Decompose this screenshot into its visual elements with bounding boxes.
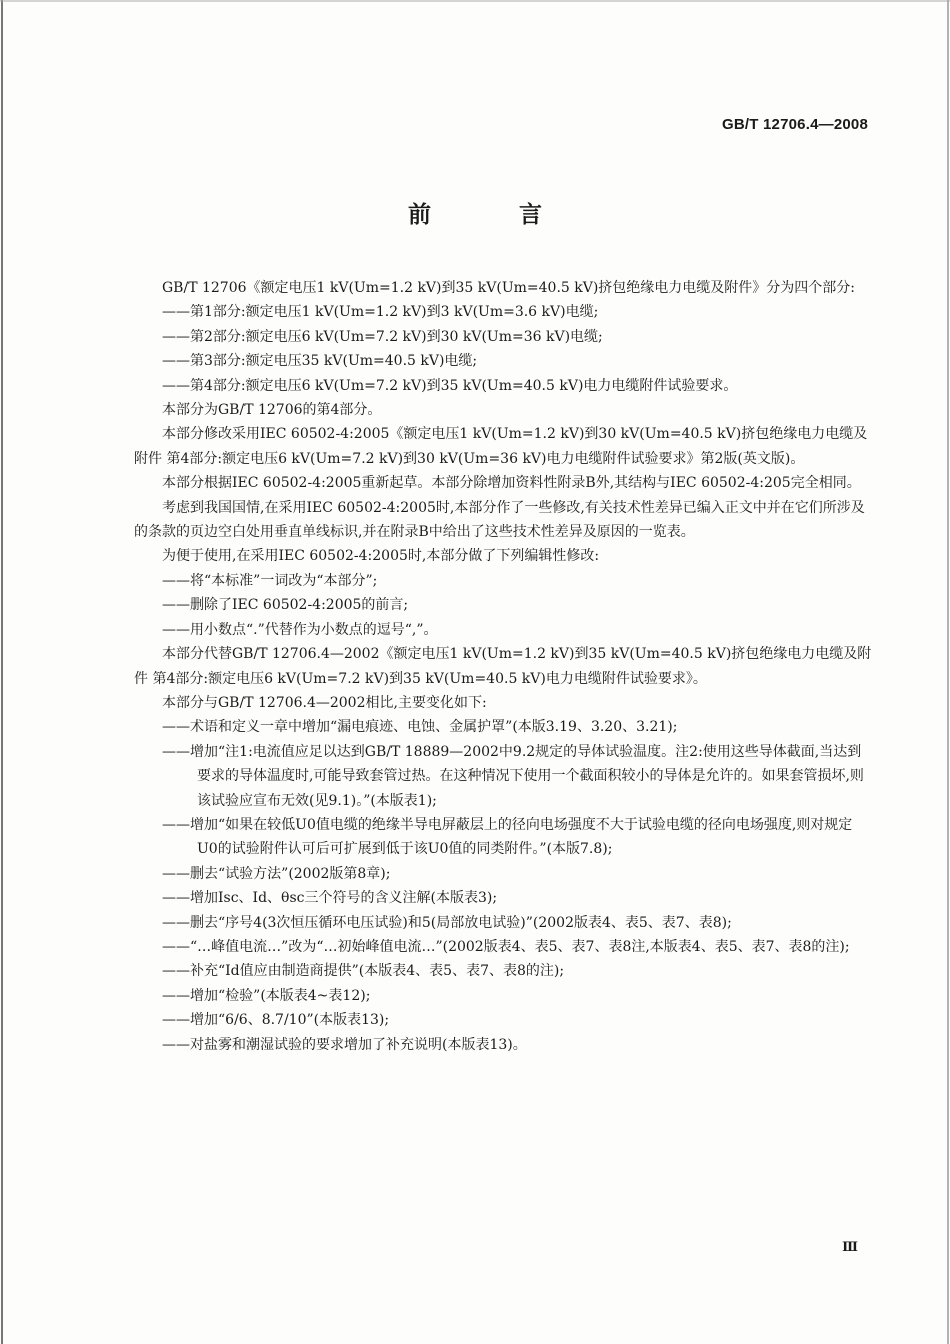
- list-item: ——第1部分:额定电压1 kV(Um=1.2 kV)到3 kV(Um=3.6 kV)电缆;: [162, 304, 599, 321]
- list-item: ——增加Isc、Id、θsc三个符号的含义注解(本版表3);: [162, 890, 498, 907]
- paragraph: 为便于使用,在采用IEC 60502-4:2005时,本部分做了下列编辑性修改:: [162, 548, 600, 565]
- list-item: ——第2部分:额定电压6 kV(Um=7.2 kV)到30 kV(Um=36 kV)电缆;: [162, 328, 603, 345]
- standard-number: GB/T 12706.4—2008: [722, 116, 868, 133]
- list-item: ——将“本标准”一词改为“本部分”;: [162, 572, 378, 589]
- list-item: ——增加“注1:电流值应足以达到GB/T 18889—2002中9.2规定的导体试验温度。注2:使用这些导体截面,当达到要求的导体温度时,可能导致套管过热。在这种情况下使用一个截面积较小的导体是允许的。如果套管损坏,则该试验应宣布无效(见9.1)。”(本版表1);: [162, 743, 864, 809]
- list-item: ——对盐雾和潮湿试验的要求增加了补充说明(本版表13)。: [162, 1036, 527, 1053]
- list-item: ——删去“试验方法”(2002版第8章);: [162, 865, 391, 882]
- list-item: ——增加“6/6、8.7/10”(本版表13);: [162, 1012, 390, 1029]
- list-item: ——增加“检验”(本版表4~表12);: [162, 987, 371, 1004]
- paragraph: 本部分修改采用IEC 60502-4:2005《额定电压1 kV(Um=1.2 kV)到30 kV(Um=40.5 kV)挤包绝缘电力电缆及附件 第4部分:额定电压6 kV(Um=7.2 kV)到30 kV(Um=36 kV)电力电缆附件试验要求》第2版(英文版)。: [134, 426, 868, 467]
- paragraph: GB/T 12706《额定电压1 kV(Um=1.2 kV)到35 kV(Um=40.5 kV)挤包绝缘电力电缆及附件》分为四个部分:: [162, 280, 856, 296]
- paragraph: 本部分根据IEC 60502-4:2005重新起草。本部分除增加资料性附录B外,其结构与IEC 60502-4:205完全相同。: [162, 475, 861, 492]
- paragraph: 本部分为GB/T 12706的第4部分。: [162, 402, 382, 419]
- list-item: ——增加“如果在较低U0值电缆的绝缘半导电屏蔽层上的径向电场强度不大于试验电缆的径向电场强度,则对规定U0的试验附件认可后可扩展到低于该U0值的同类附件。”(本版7.8);: [162, 816, 853, 858]
- list-item: ——用小数点“.”代替作为小数点的逗号“,”。: [162, 621, 438, 638]
- page-title: 前 言: [407, 201, 582, 228]
- list-item: ——术语和定义一章中增加“漏电痕迹、电蚀、金属护罩”(本版3.19、3.20、3.21);: [162, 719, 678, 736]
- list-item: ——删去“序号4(3次恒压循环电压试验)和5(局部放电试验)”(2002版表4、表5、表7、表8);: [162, 914, 732, 931]
- paragraph: 本部分与GB/T 12706.4—2002相比,主要变化如下:: [162, 694, 487, 711]
- list-item: ——补充“Id值应由制造商提供”(本版表4、表5、表7、表8的注);: [162, 963, 565, 980]
- list-item: ——第4部分:额定电压6 kV(Um=7.2 kV)到35 kV(Um=40.5 kV)电力电缆附件试验要求。: [162, 377, 738, 394]
- list-item: ——删除了IEC 60502-4:2005的前言;: [162, 597, 409, 614]
- list-item: ——“…峰值电流…”改为“…初始峰值电流…”(2002版表4、表5、表7、表8注,本版表4、表5、表7、表8的注);: [162, 938, 850, 955]
- paragraph: 考虑到我国国情,在采用IEC 60502-4:2005时,本部分作了一些修改,有关技术性差异已编入正文中并在它们所涉及的条款的页边空白处用垂直单线标识,并在附录B中给出了这些技术性差异及原因的一览表。: [134, 499, 865, 541]
- list-item: ——第3部分:额定电压35 kV(Um=40.5 kV)电缆;: [162, 353, 478, 370]
- document-body: [134, 276, 872, 1057]
- paragraph: 本部分代替GB/T 12706.4—2002《额定电压1 kV(Um=1.2 kV)到35 kV(Um=40.5 kV)挤包绝缘电力电缆及附件 第4部分:额定电压6 kV(Um=7.2 kV)到35 kV(Um=40.5 kV)电力电缆附件试验要求》。: [134, 646, 872, 687]
- page-number: Ⅲ: [842, 1240, 858, 1255]
